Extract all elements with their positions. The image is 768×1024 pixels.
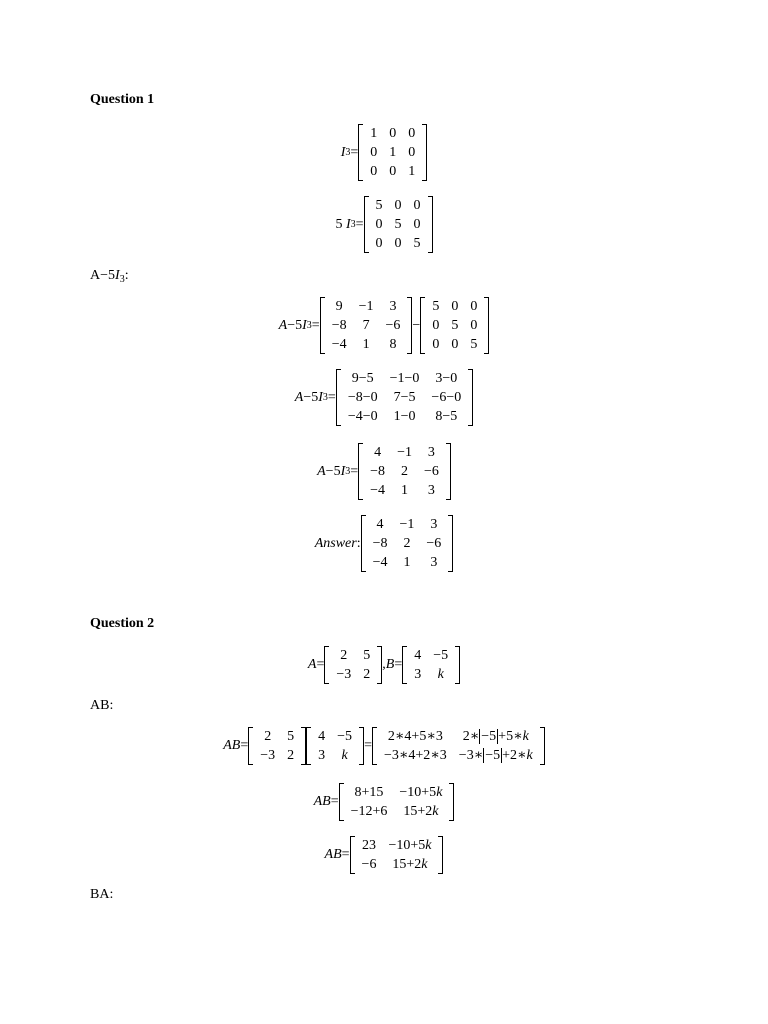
- symbol-i: I: [345, 216, 351, 232]
- identity-matrix: 1 0 0 0 1 0 0 0 1: [358, 124, 427, 181]
- matrix-a: 9 −1 3 −8 7 −6 −4 1 8: [320, 297, 413, 354]
- equation-identity: [0, 124, 768, 181]
- difference-matrix-expanded: 9−5 −1−0 3−0 −8−0 7−5 −6−0 −4−0 1−0 8−5: [336, 369, 473, 426]
- subscript: 3: [345, 147, 351, 158]
- answer-label: Answer: [314, 535, 357, 551]
- equation-ab-sums: AB = 8+15 −10+5k −12+6 15+2k: [0, 783, 768, 821]
- matrix-b-factor: 4 −5 3 k: [306, 727, 364, 765]
- ab-sums-matrix: 8+15 −10+5k −12+6 15+2k: [339, 783, 455, 821]
- equation-result: A −5 I 3 = 4 −1 3 −8 2 −6 −4 1 3: [0, 443, 768, 500]
- scaled-identity-matrix: 5 0 0 0 5 0 0 0 5: [364, 196, 433, 253]
- subscript: 3: [350, 219, 356, 230]
- matrix-a-factor: 2 5 −3 2: [248, 727, 306, 765]
- equals-sign: =: [355, 216, 364, 232]
- minus-operator: −: [412, 317, 421, 333]
- question-2-heading: Question 2: [90, 616, 155, 631]
- equation-ab-result: AB = 23 −10+5k −6 15+2k: [0, 836, 768, 874]
- equation-elementwise-subtraction: A −5 I 3 = 9−5 −1−0 3−0 −8−0 7−5 −6−0 −4−0 1−0 8−5: [0, 369, 768, 426]
- matrix-b-2x2: 4 −5 3 k: [402, 646, 460, 684]
- answer-matrix: 4 −1 3 −8 2 −6 −4 1 3: [361, 515, 454, 572]
- label-a-minus-5i3: $A-5I_3$:: [90, 268, 129, 285]
- result-matrix: 4 −1 3 −8 2 −6 −4 1 3: [358, 443, 451, 500]
- matrix-5i3: 5 0 0 0 5 0 0 0 5: [420, 297, 489, 354]
- question-1-heading: Question 1: [90, 92, 155, 107]
- equation-subtraction-setup: A −5 I 3 = 9 −1 3 −8 7 −6 −4 1 8 − 5 0 0 0 5 0 0 0 5: [0, 297, 768, 354]
- equation-5-identity: [0, 196, 768, 253]
- label-ba: BA:: [90, 887, 114, 902]
- equation-answer: Answer : 4 −1 3 −8 2 −6 −4 1 3: [0, 515, 768, 572]
- equals-sign: =: [350, 144, 359, 160]
- equation-ab-expansion: AB = 2 5 −3 2 4 −5 3 k = 2∗4+5∗3 2∗ −5 +5∗k −3∗4+2∗3 −3∗ −5 +2∗k: [0, 727, 768, 765]
- matrix-a-2x2: 2 5 −3 2: [324, 646, 382, 684]
- symbol-i: I: [340, 144, 346, 160]
- label-ab: AB:: [90, 698, 114, 713]
- product-expansion-matrix: 2∗4+5∗3 2∗ −5 +5∗k −3∗4+2∗3 −3∗ −5 +2∗k: [372, 727, 545, 765]
- coefficient: 5: [335, 216, 343, 232]
- equation-define-a-b: A = 2 5 −3 2 , B = 4 −5 3 k: [0, 646, 768, 684]
- ab-result-matrix: 23 −10+5k −6 15+2k: [350, 836, 444, 874]
